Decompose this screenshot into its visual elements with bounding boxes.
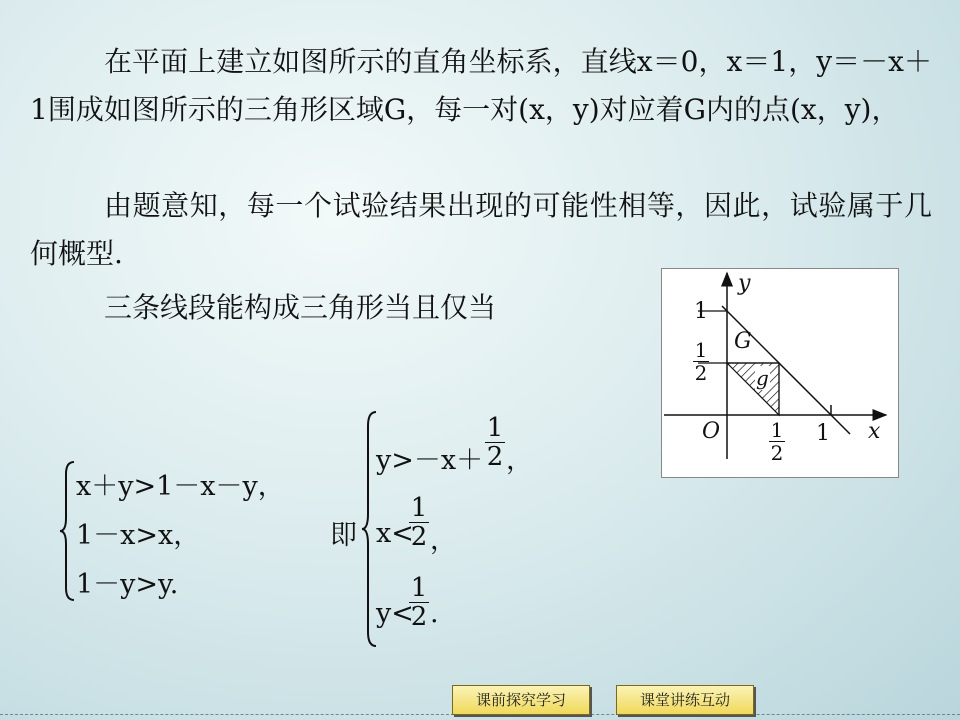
paragraph-2: 由题意知，每一个试验结果出现的可能性相等，因此，试验属于几何概型. <box>30 189 932 270</box>
system1-line-1: x＋y>1－x－y， <box>76 471 285 502</box>
connector-ji: 即 <box>330 520 357 551</box>
inequality-system-2 <box>360 410 550 650</box>
system2-line-2-prefix: x< <box>376 518 414 549</box>
paragraph-1: 在平面上建立如图所示的直角坐标系，直线x＝0，x＝1，y＝－x＋1围成如图所示的三角形区域G，每一对(x，y)对应着G内的点(x，y)， <box>30 45 932 126</box>
paragraph-3: 三条线段能构成三角形当且仅当 <box>104 291 497 324</box>
coordinate-figure <box>661 268 899 478</box>
x-tick-one: 1 <box>816 421 830 446</box>
system2-line-1-prefix: y>－x＋ <box>376 445 484 476</box>
region-big-label: G <box>734 329 752 354</box>
region-small-label: g <box>756 366 769 390</box>
system1-line-3: 1－y>y. <box>76 569 179 600</box>
system2-line-2-fraction: 1 2 <box>410 493 428 552</box>
y-tick-half: 1 2 <box>694 338 708 385</box>
hatched-region-g <box>727 363 779 415</box>
prev-section-button[interactable]: 课前探究学习 <box>452 685 590 715</box>
next-section-button[interactable]: 课堂讲练互动 <box>616 685 754 715</box>
system1-line-2: 1－x>x， <box>76 520 201 551</box>
y-axis-label: y <box>738 271 751 296</box>
system2-line-3-suffix: . <box>430 598 439 629</box>
inequality-system-1 <box>58 460 338 610</box>
x-tick-half: 1 2 <box>770 418 784 465</box>
x-axis-label: x <box>868 419 881 444</box>
system2-line-1-suffix: ， <box>506 445 533 476</box>
system2-line-1-fraction: 1 2 <box>486 413 504 472</box>
system2-line-2-suffix: ， <box>430 525 457 556</box>
origin-label: O <box>702 419 721 444</box>
system2-line-3-prefix: y< <box>376 598 414 629</box>
system2-line-3-fraction: 1 2 <box>410 573 428 632</box>
left-brace-1 <box>58 460 76 602</box>
y-tick-one: 1 <box>694 299 708 324</box>
